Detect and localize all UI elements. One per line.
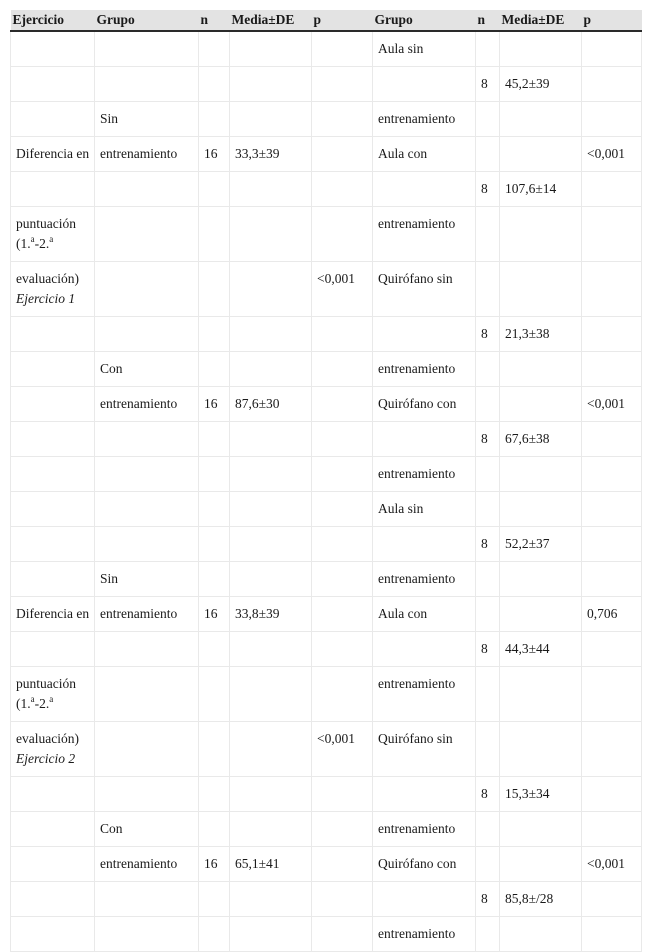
table-row [11, 777, 642, 812]
table-cell [582, 777, 642, 812]
table-cell: entrenamiento [373, 917, 476, 952]
table-cell: <0,001 [582, 137, 642, 172]
exercise-label: Ejercicio 2 [16, 751, 76, 766]
table-cell [95, 632, 199, 667]
table-cell [312, 812, 373, 847]
table-cell [582, 812, 642, 847]
table-cell [11, 317, 95, 352]
table-row [11, 492, 642, 527]
table-cell [199, 722, 230, 777]
table-row [11, 597, 642, 632]
table-cell [230, 67, 312, 102]
table-cell [95, 777, 199, 812]
table-cell: Aula con [373, 137, 476, 172]
table-cell [95, 67, 199, 102]
table-cell [11, 492, 95, 527]
table-cell [312, 667, 373, 722]
table-cell [199, 527, 230, 562]
table-cell [476, 722, 500, 777]
table-cell: Sin [95, 102, 199, 137]
table-cell [582, 172, 642, 207]
table-row [11, 882, 642, 917]
table-cell [199, 352, 230, 387]
table-cell: <0,001 [312, 262, 373, 317]
table-cell: 107,6±14 [500, 172, 582, 207]
table-cell [373, 172, 476, 207]
table-cell: 15,3±34 [500, 777, 582, 812]
table-cell [95, 492, 199, 527]
table-cell [500, 387, 582, 422]
table-cell [582, 492, 642, 527]
table-cell: 8 [476, 172, 500, 207]
table-cell [230, 352, 312, 387]
table-cell [582, 262, 642, 317]
table-cell [199, 457, 230, 492]
table-row [11, 137, 642, 172]
table-cell [582, 882, 642, 917]
table-cell: entrenamiento [373, 352, 476, 387]
table-row [11, 847, 642, 882]
table-cell [582, 527, 642, 562]
table-cell [476, 597, 500, 632]
table-cell [230, 917, 312, 952]
table-cell [199, 917, 230, 952]
table-cell [230, 777, 312, 812]
table-cell [95, 722, 199, 777]
table-cell [312, 562, 373, 597]
table-cell [95, 172, 199, 207]
table-cell [11, 262, 95, 317]
table-cell: 52,2±37 [500, 527, 582, 562]
table-cell: entrenamiento [373, 457, 476, 492]
table-cell [500, 667, 582, 722]
table-cell [500, 102, 582, 137]
table-cell [199, 422, 230, 457]
table-cell: Quirófano con [373, 387, 476, 422]
table-cell: entrenamiento [95, 847, 199, 882]
table-cell [500, 207, 582, 262]
table-cell [500, 722, 582, 777]
header-media-de-2: Media±DE [500, 10, 582, 31]
table-cell: entrenamiento [373, 667, 476, 722]
table-cell: entrenamiento [373, 207, 476, 262]
table-cell [199, 812, 230, 847]
table-cell: 21,3±38 [500, 317, 582, 352]
table-cell [11, 67, 95, 102]
table-cell [312, 777, 373, 812]
table-cell [199, 562, 230, 597]
table-cell: 85,8±/28 [500, 882, 582, 917]
table-cell [312, 207, 373, 262]
table-header [11, 10, 642, 31]
table-cell [230, 527, 312, 562]
table-row [11, 562, 642, 597]
table-cell [11, 632, 95, 667]
table-cell [312, 137, 373, 172]
table-body [11, 31, 642, 952]
table-cell [11, 882, 95, 917]
table-cell [95, 882, 199, 917]
table-cell: 0,706 [582, 597, 642, 632]
table-cell: entrenamiento [373, 562, 476, 597]
header-p: p [312, 10, 373, 31]
table-row [11, 317, 642, 352]
table-cell [476, 31, 500, 67]
header-media-de: Media±DE [230, 10, 312, 31]
table-cell [476, 102, 500, 137]
table-cell [582, 207, 642, 262]
table-cell [373, 67, 476, 102]
table-cell: entrenamiento [95, 137, 199, 172]
table-cell [500, 492, 582, 527]
table-cell: Diferencia en [11, 597, 95, 632]
table-cell [373, 317, 476, 352]
table-cell [199, 317, 230, 352]
cell-text: evaluación) [16, 271, 79, 286]
table-cell [230, 632, 312, 667]
table-cell [230, 457, 312, 492]
header-grupo-2: Grupo [373, 10, 476, 31]
table-cell [11, 777, 95, 812]
table-cell: <0,001 [312, 722, 373, 777]
table-cell [11, 812, 95, 847]
table-cell: Sin [95, 562, 199, 597]
header-n: n [199, 10, 230, 31]
table-cell [312, 847, 373, 882]
table-cell [199, 102, 230, 137]
table-cell [11, 31, 95, 67]
table-cell: 8 [476, 882, 500, 917]
table-cell [312, 352, 373, 387]
table-cell: 33,3±39 [230, 137, 312, 172]
table-cell [312, 387, 373, 422]
table-cell [312, 882, 373, 917]
table-cell [95, 207, 199, 262]
table-row [11, 812, 642, 847]
header-row [11, 10, 642, 31]
table-cell: <0,001 [582, 387, 642, 422]
table-cell [95, 917, 199, 952]
table-row [11, 102, 642, 137]
table-cell [11, 102, 95, 137]
header-n-2: n [476, 10, 500, 31]
table-cell [312, 317, 373, 352]
table-cell [230, 207, 312, 262]
table-row [11, 387, 642, 422]
table-cell: 16 [199, 387, 230, 422]
header-grupo: Grupo [95, 10, 199, 31]
table-cell [312, 917, 373, 952]
table-cell [582, 317, 642, 352]
table-cell: 16 [199, 847, 230, 882]
table-cell [312, 632, 373, 667]
table-cell [230, 31, 312, 67]
table-cell [199, 632, 230, 667]
table-cell: 8 [476, 67, 500, 102]
table-cell: Aula sin [373, 31, 476, 67]
table-cell [582, 457, 642, 492]
table-row [11, 67, 642, 102]
table-cell [95, 262, 199, 317]
table-cell: 45,2±39 [500, 67, 582, 102]
table-cell [230, 667, 312, 722]
table-cell [230, 317, 312, 352]
table-cell [11, 422, 95, 457]
table-cell: 8 [476, 317, 500, 352]
table-cell [500, 812, 582, 847]
table-cell [11, 387, 95, 422]
table-cell: Quirófano con [373, 847, 476, 882]
table-cell: puntuación (1.$^a$-2.$^a$ [11, 207, 95, 262]
table-cell [312, 172, 373, 207]
table-cell [312, 492, 373, 527]
table-cell [11, 917, 95, 952]
table-cell [95, 667, 199, 722]
table-cell [11, 457, 95, 492]
table-cell [11, 352, 95, 387]
table-cell [500, 562, 582, 597]
table-cell [95, 317, 199, 352]
header-ejercicio: Ejercicio [11, 10, 95, 31]
table-cell: 65,1±41 [230, 847, 312, 882]
table-row [11, 352, 642, 387]
table-row [11, 172, 642, 207]
table-cell [373, 632, 476, 667]
table-cell [500, 917, 582, 952]
table-cell: entrenamiento [95, 387, 199, 422]
table-cell [500, 352, 582, 387]
table-cell [476, 667, 500, 722]
table-cell: 16 [199, 137, 230, 172]
table-cell [199, 262, 230, 317]
table-cell [500, 847, 582, 882]
table-cell [373, 422, 476, 457]
table-cell: 87,6±30 [230, 387, 312, 422]
table-cell [199, 172, 230, 207]
table-cell: Quirófano sin [373, 262, 476, 317]
table-cell [582, 667, 642, 722]
table-cell [199, 667, 230, 722]
table-cell [476, 352, 500, 387]
table-row [11, 457, 642, 492]
table-cell [230, 102, 312, 137]
table-cell [11, 722, 95, 777]
table-row [11, 422, 642, 457]
table-cell: puntuación (1.$^a$-2.$^a$ [11, 667, 95, 722]
table-row [11, 632, 642, 667]
table-cell [582, 722, 642, 777]
results-table [10, 10, 642, 952]
table-cell [230, 812, 312, 847]
table-cell [476, 492, 500, 527]
table-cell [230, 422, 312, 457]
table-row [11, 262, 642, 317]
table-cell [476, 387, 500, 422]
table-row [11, 917, 642, 952]
table-cell: 16 [199, 597, 230, 632]
table-cell [230, 722, 312, 777]
table-cell [312, 457, 373, 492]
cell-text: evaluación) [16, 731, 79, 746]
table-cell [582, 31, 642, 67]
table-cell [500, 262, 582, 317]
table-cell [199, 492, 230, 527]
table-cell [199, 31, 230, 67]
table-cell [199, 777, 230, 812]
header-p-2: p [582, 10, 642, 31]
table-cell [95, 457, 199, 492]
table-cell: Aula sin [373, 492, 476, 527]
table-cell: 8 [476, 777, 500, 812]
table-cell [582, 67, 642, 102]
table-cell: <0,001 [582, 847, 642, 882]
table-cell [199, 67, 230, 102]
table-cell [373, 527, 476, 562]
table-cell [199, 882, 230, 917]
table-cell [582, 352, 642, 387]
table-cell [11, 847, 95, 882]
table-cell: 8 [476, 422, 500, 457]
table-cell [230, 562, 312, 597]
table-cell [312, 527, 373, 562]
table-cell [95, 527, 199, 562]
table-cell: Quirófano sin [373, 722, 476, 777]
table-row [11, 722, 642, 777]
table-cell [312, 67, 373, 102]
table-cell [373, 777, 476, 812]
table-cell [582, 562, 642, 597]
table-cell [230, 172, 312, 207]
table-cell [476, 812, 500, 847]
table-cell: Con [95, 352, 199, 387]
table-cell [199, 207, 230, 262]
table-cell [312, 102, 373, 137]
table-cell: 44,3±44 [500, 632, 582, 667]
table-cell: 67,6±38 [500, 422, 582, 457]
table-cell: entrenamiento [373, 102, 476, 137]
table-cell [476, 207, 500, 262]
table-cell: Diferencia en [11, 137, 95, 172]
table-cell [11, 172, 95, 207]
table-cell: 8 [476, 632, 500, 667]
table-cell [95, 31, 199, 67]
table-cell [230, 492, 312, 527]
table-cell [11, 527, 95, 562]
table-cell: Con [95, 812, 199, 847]
table-cell [95, 422, 199, 457]
table-cell [500, 597, 582, 632]
table-cell [312, 422, 373, 457]
table-cell: 33,8±39 [230, 597, 312, 632]
table-cell: Aula con [373, 597, 476, 632]
table-cell [312, 597, 373, 632]
table-cell: entrenamiento [95, 597, 199, 632]
table-cell [476, 262, 500, 317]
table-cell: 8 [476, 527, 500, 562]
table-cell [11, 562, 95, 597]
table-cell [476, 847, 500, 882]
table-cell [500, 137, 582, 172]
table-cell: entrenamiento [373, 812, 476, 847]
table-row [11, 31, 642, 67]
table-cell [230, 882, 312, 917]
table-cell [476, 457, 500, 492]
table-cell [230, 262, 312, 317]
exercise-label: Ejercicio 1 [16, 291, 76, 306]
table-cell [500, 31, 582, 67]
table-row [11, 527, 642, 562]
table-cell [582, 632, 642, 667]
table-cell [582, 917, 642, 952]
table-cell [312, 31, 373, 67]
table-row [11, 667, 642, 722]
table-cell [582, 422, 642, 457]
table-cell [582, 102, 642, 137]
table-cell [500, 457, 582, 492]
table-cell [373, 882, 476, 917]
table-row [11, 207, 642, 262]
table-cell [476, 562, 500, 597]
table-cell [476, 917, 500, 952]
table-cell [476, 137, 500, 172]
